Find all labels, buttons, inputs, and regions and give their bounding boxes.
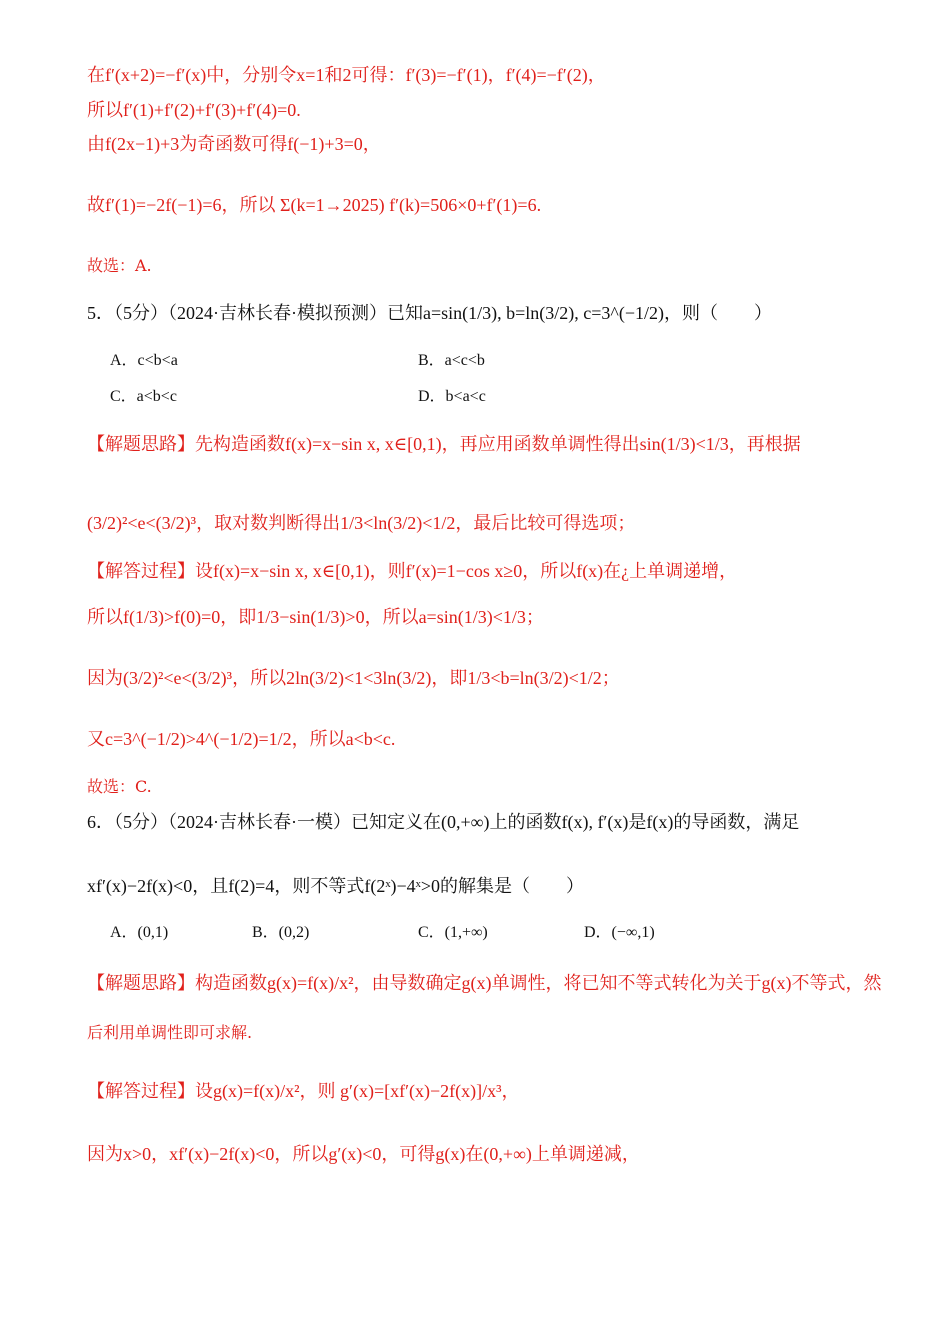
q6-solution-idea-1: 【解题思路】构造函数g(x)=f(x)/x²，由导数确定g(x)单调性，将已知不等式转化为关于g(x)不等式，然 bbox=[87, 973, 882, 993]
solution-line-1: 在f′(x+2)=−f′(x)中，分别令x=1和2可得：f′(3)=−f′(1)，f′(4)=−f′(2)， bbox=[87, 65, 606, 85]
q6-option-d: D．(−∞,1) bbox=[584, 924, 655, 941]
q5-solution-process-2: 所以f(1/3)>f(0)=0，即1/3−sin(1/3)>0，所以a=sin(1/3)<1/3； bbox=[87, 607, 544, 627]
q6-solution-process-1: 【解答过程】设g(x)=f(x)/x²，则 g′(x)=[xf′(x)−2f(x)]/x³， bbox=[87, 1081, 520, 1101]
q5-solution-process-1: 【解答过程】设f(x)=x−sin x, x∈[0,1)，则f′(x)=1−cos x≥0，所以f(x)在¿上单调递增， bbox=[87, 561, 738, 581]
answer-line-q5: 故选：C. bbox=[87, 777, 152, 796]
q5-solution-idea-2: (3/2)²<e<(3/2)³，取对数判断得出1/3<ln(3/2)<1/2，最后比较可得选项； bbox=[87, 513, 636, 533]
q5-solution-idea-1: 【解题思路】先构造函数f(x)=x−sin x, x∈[0,1)，再应用函数单调性得出sin(1/3)<1/3，再根据 bbox=[87, 434, 801, 454]
q5-solution-process-3: 因为(3/2)²<e<(3/2)³，所以2ln(3/2)<1<3ln(3/2)，即1/3<b=ln(3/2)<1/2； bbox=[87, 668, 620, 688]
solution-line-3: 由f(2x−1)+3为奇函数可得f(−1)+3=0， bbox=[87, 134, 381, 154]
solution-line-4: 故f′(1)=−2f(−1)=6，所以 Σ(k=1→2025) f′(k)=506×0+f′(1)=6. bbox=[87, 195, 542, 215]
q5-option-c: C．a<b<c bbox=[110, 388, 177, 405]
question-6-stem-2: xf′(x)−2f(x)<0，且f(2)=4，则不等式f(2ˣ)−4ˣ>0的解集是（ ） bbox=[87, 876, 585, 896]
q5-option-d: D．b<a<c bbox=[418, 388, 486, 405]
q5-option-a: A．c<b<a bbox=[110, 352, 178, 369]
q6-option-b: B．(0,2) bbox=[252, 924, 310, 941]
q5-option-b: B．a<c<b bbox=[418, 352, 485, 369]
solution-line-2: 所以f′(1)+f′(2)+f′(3)+f′(4)=0. bbox=[87, 100, 301, 120]
answer-line-q4: 故选：A. bbox=[87, 256, 152, 275]
question-6-stem-1: 6．（5分）（2024·吉林长春·一模）已知定义在(0,+∞)上的函数f(x), f′(x)是f(x)的导函数，满足 bbox=[87, 812, 800, 832]
q6-option-a: A．(0,1) bbox=[110, 924, 169, 941]
question-5-stem: 5．（5分）（2024·吉林长春·模拟预测）已知a=sin(1/3), b=ln(3/2), c=3^(−1/2)，则（ ） bbox=[87, 303, 772, 323]
q5-solution-process-4: 又c=3^(−1/2)>4^(−1/2)=1/2，所以a<b<c. bbox=[87, 729, 396, 749]
q6-solution-idea-2: 后利用单调性即可求解. bbox=[87, 1023, 253, 1042]
q6-solution-process-2: 因为x>0，xf′(x)−2f(x)<0，所以g′(x)<0，可得g(x)在(0,+∞)上单调递减， bbox=[87, 1144, 640, 1164]
q6-option-c: C．(1,+∞) bbox=[418, 924, 488, 941]
